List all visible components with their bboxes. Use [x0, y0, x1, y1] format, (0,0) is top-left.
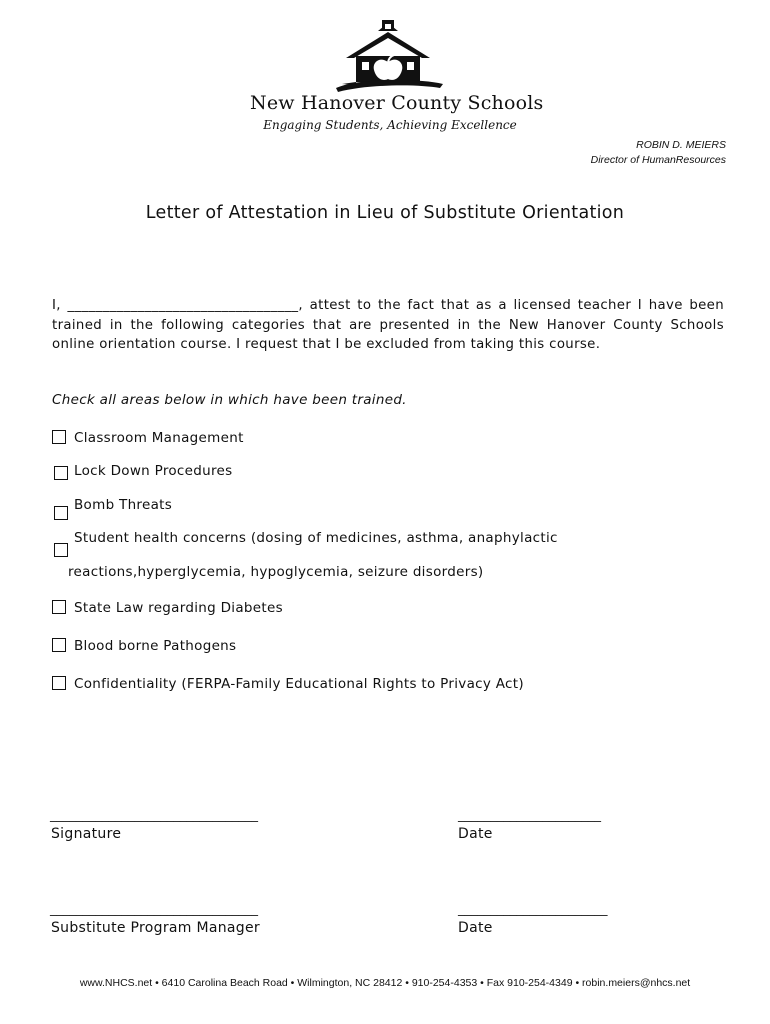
signature-label: Signature — [51, 826, 122, 842]
document-title: Letter of Attestation in Lieu of Substitute Orientation — [145, 203, 625, 223]
checkbox-blood-pathogens[interactable] — [52, 638, 66, 652]
checkbox-diabetes-law[interactable] — [52, 600, 66, 614]
checklist-instruction: Check all areas below in which have been trained. — [52, 392, 407, 408]
manager-date-line[interactable]: _______________________ — [458, 902, 608, 917]
checkbox-label: Student health concerns (dosing of medicines, asthma, anaphylactic — [74, 530, 558, 546]
checkbox-label: Lock Down Procedures — [74, 463, 233, 479]
org-tagline: Engaging Students, Achieving Excellence — [263, 118, 517, 132]
manager-signature-line[interactable]: ________________________________ — [50, 902, 258, 917]
signature-line[interactable]: ________________________________ — [50, 808, 258, 823]
director-title: Director of HumanResources — [590, 154, 726, 166]
checkbox-label: Confidentiality (FERPA-Family Educational Rights to Privacy Act) — [74, 676, 524, 692]
checkbox-label: Classroom Management — [74, 430, 244, 446]
attestation-paragraph: I, _________________________________, attest to the fact that as a licensed teacher I have been trained in the following categories that are presented in the New Hanover County Schools online orientation course. I request that I be excluded from taking this course. — [52, 298, 724, 352]
director-block — [591, 138, 726, 168]
school-logo-icon — [328, 18, 448, 98]
checkbox-bomb-threats[interactable] — [54, 506, 68, 520]
checkbox-label: Bomb Threats — [74, 497, 173, 513]
date-label: Date — [458, 826, 493, 842]
manager-label: Substitute Program Manager — [51, 920, 260, 936]
footer-contact: www.NHCS.net • 6410 Carolina Beach Road • Wilmington, NC 28412 • 910-254-4353 • Fax 910-254-4349 • robin.meiers@nhcs.net — [79, 977, 691, 989]
checkbox-label: State Law regarding Diabetes — [74, 600, 283, 616]
checkbox-lock-down[interactable] — [54, 466, 68, 480]
date-line[interactable]: ______________________ — [458, 808, 601, 823]
director-name: ROBIN D. MEIERS — [636, 139, 726, 151]
checkbox-classroom-management[interactable] — [52, 430, 66, 444]
org-name: New Hanover County Schools — [250, 92, 544, 114]
checkbox-confidentiality[interactable] — [52, 676, 66, 690]
manager-date-label: Date — [458, 920, 493, 936]
checkbox-student-health[interactable] — [54, 543, 68, 557]
checkbox-label: Blood borne Pathogens — [74, 638, 237, 654]
checkbox-label-continuation: reactions,hyperglycemia, hypoglycemia, seizure disorders) — [68, 564, 484, 580]
